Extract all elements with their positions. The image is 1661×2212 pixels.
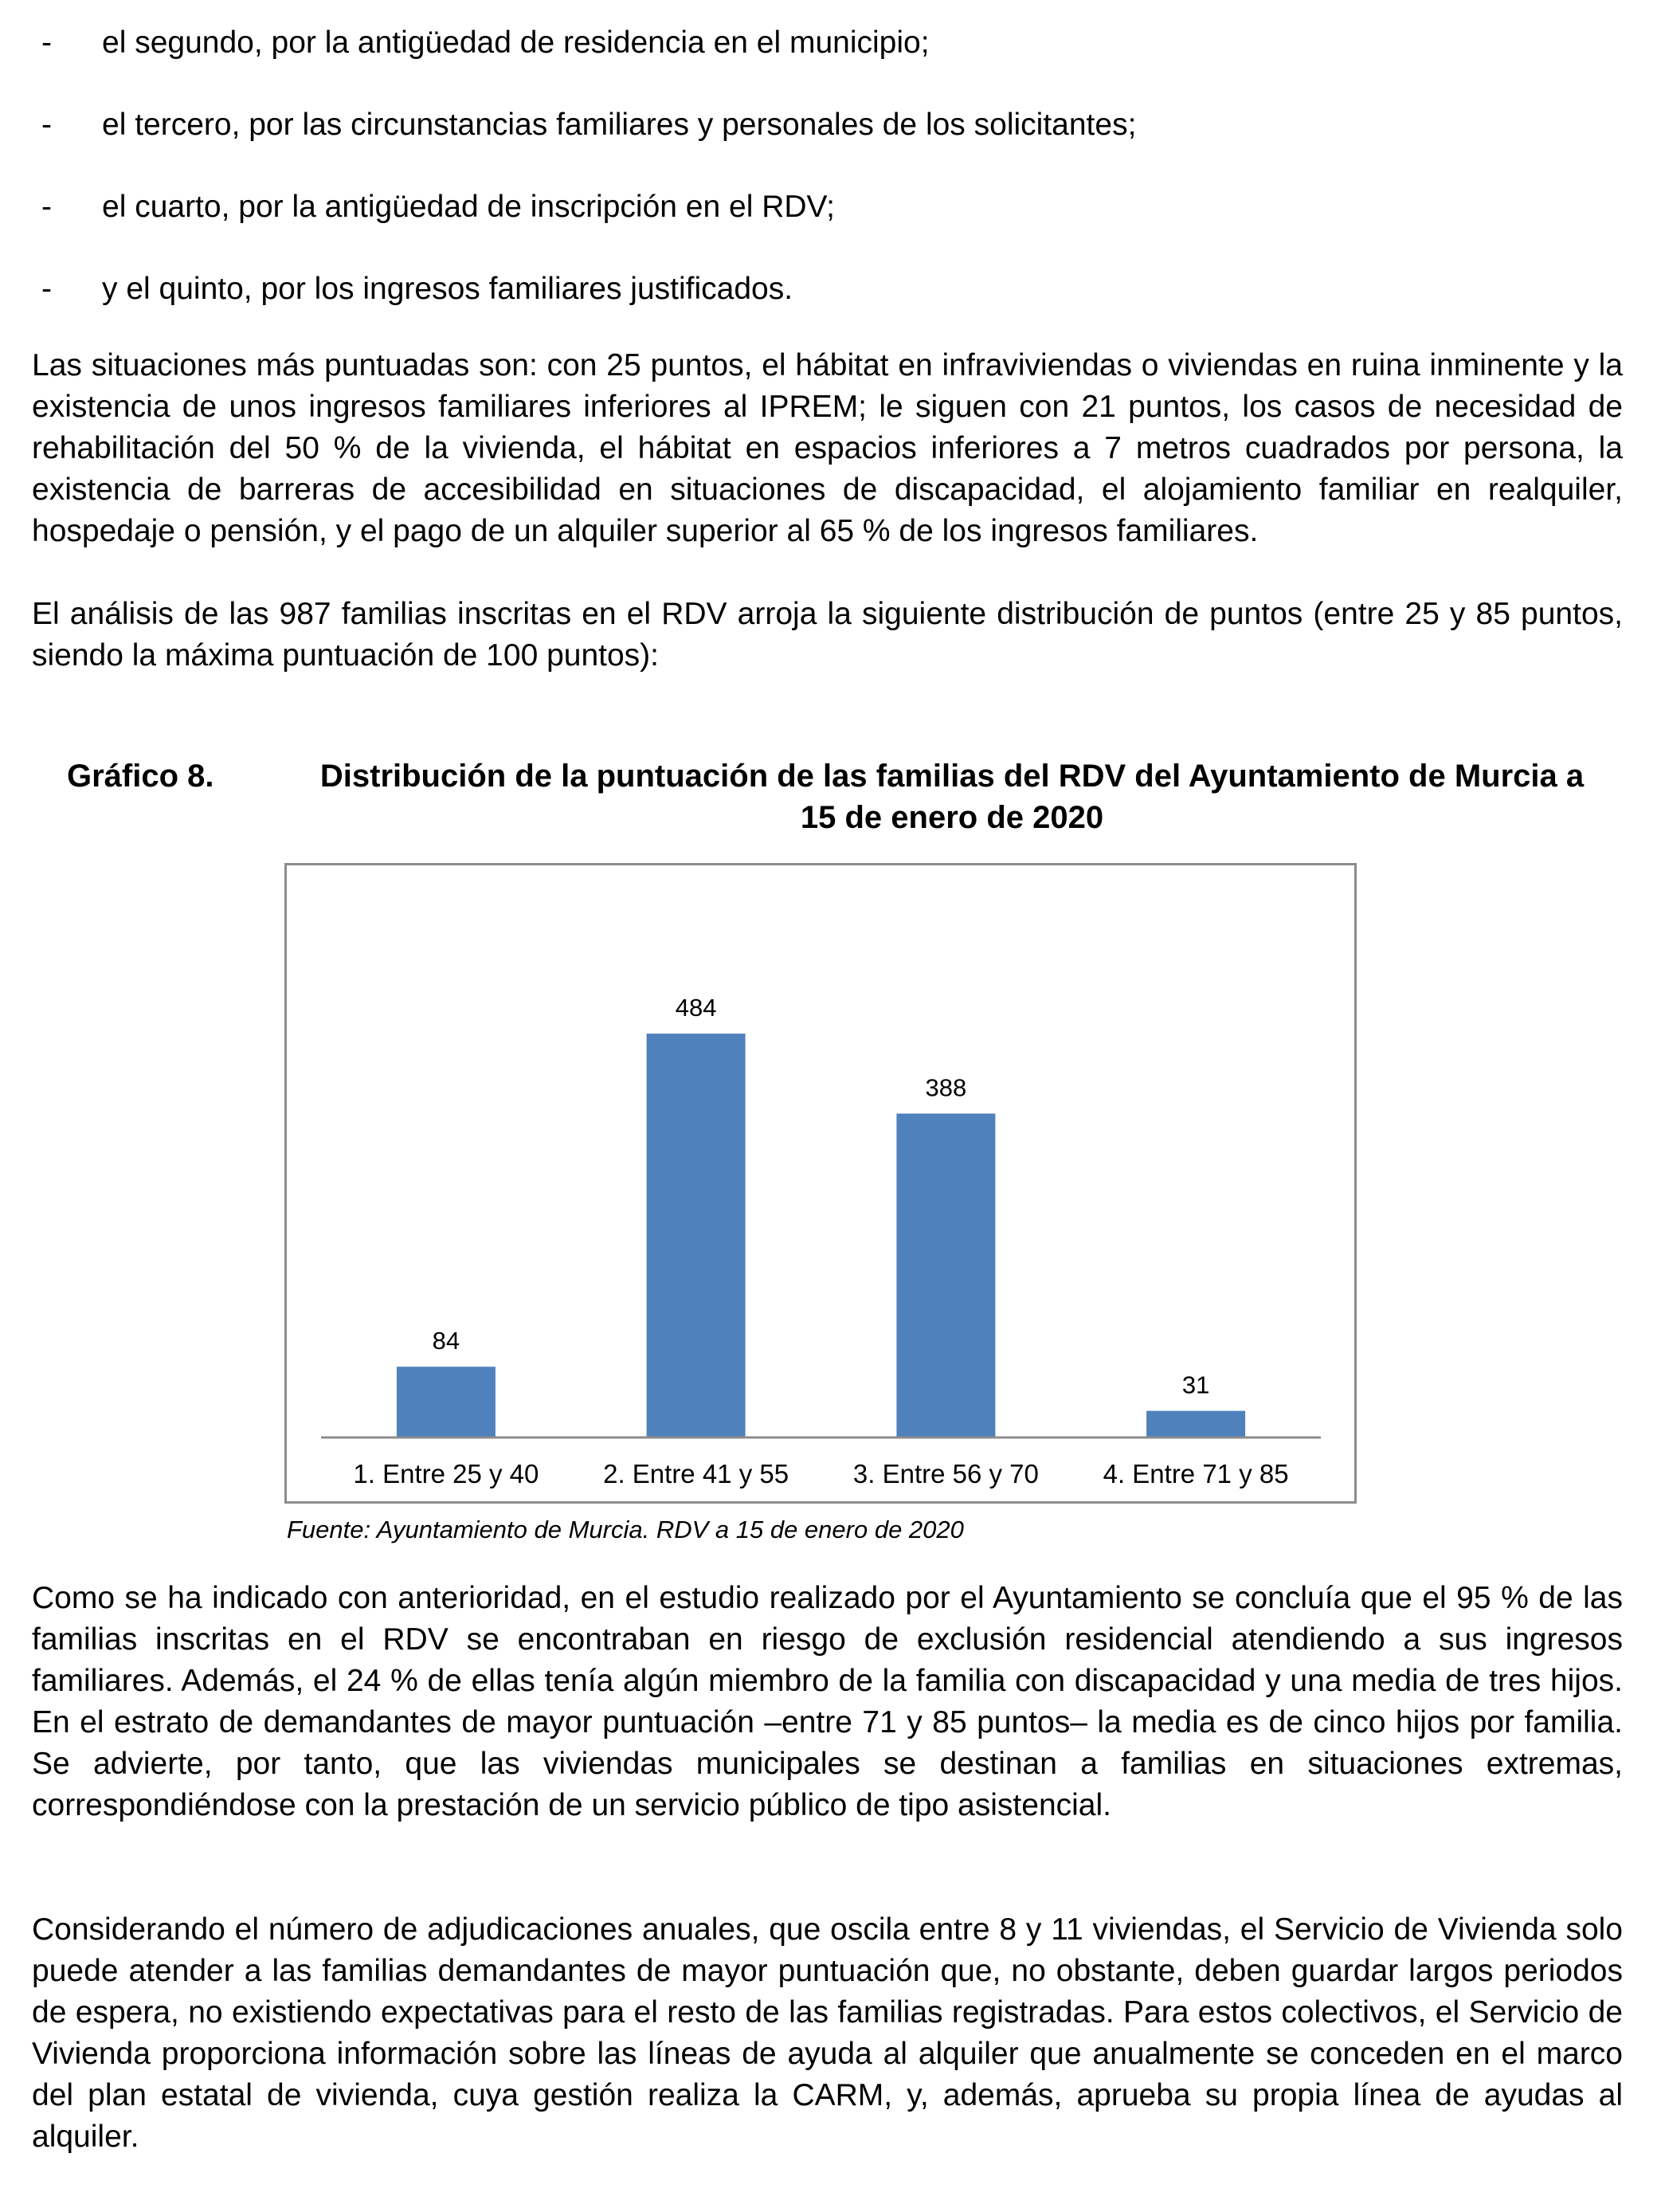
list-item	[32, 188, 1623, 226]
bar-2	[647, 1033, 746, 1437]
paragraph-scoring-situations: Las situaciones más puntuadas son: con 25 puntos, el hábitat en infraviviendas o viviendas en ruina inminente y la existencia de unos ingresos familiares inferiores al IPREM; le siguen con 21 puntos, los casos de necesidad de rehabilitación del 50 % de la vivienda, el hábitat en espacios inferiores a 7 metros cuadrados por persona, la existencia de barreras de accesibilidad en situaciones de discapacidad, el alojamiento familiar en realquiler, hospedaje o pensión, y el pago de un alquiler superior al 65 % de los ingresos familiares.	[32, 348, 1623, 548]
bar-4	[1146, 1411, 1245, 1437]
list-item	[32, 106, 1623, 144]
category-label-2: 2. Entre 41 y 55	[603, 1459, 789, 1488]
category-label-3: 3. Entre 56 y 70	[852, 1459, 1039, 1488]
list-item-text: el tercero, por las circunstancias familiares y personales de los solicitantes;	[102, 108, 1137, 142]
data-label-2: 484	[675, 994, 717, 1022]
figure-source: Fuente: Ayuntamiento de Murcia. RDV a 15 de enero de 2020	[287, 1516, 964, 1543]
figure-number: Gráfico 8.	[67, 759, 214, 794]
list-item-text: el cuarto, por la antigüedad de inscripción en el RDV;	[102, 190, 835, 224]
bar-chart	[284, 863, 1357, 1504]
bar-3	[896, 1114, 995, 1437]
chart-canvas	[287, 865, 1354, 1501]
figure-title: Distribución de la puntuación de las familias del RDV del Ayuntamiento de Murcia a 15 de enero de 2020	[319, 759, 1585, 835]
list-item	[32, 24, 1623, 62]
list-dash: -	[41, 25, 52, 60]
category-label-1: 1. Entre 25 y 40	[353, 1459, 539, 1488]
data-label-1: 84	[432, 1327, 460, 1355]
list-dash: -	[41, 190, 52, 224]
criteria-list	[32, 24, 1623, 308]
list-item-text: el segundo, por la antigüedad de residencia en el municipio;	[102, 25, 930, 60]
list-dash: -	[41, 108, 52, 142]
paragraph-conclusions: Como se ha indicado con anterioridad, en el estudio realizado por el Ayuntamiento se concluía que el 95 % de las familias inscritas en el RDV se encontraban en riesgo de exclusión residencial atendiendo a sus ingresos familiares. Además, el 24 % de ellas tenía algún miembro de la familia con discapacidad y una media de tres hijos. En el estrato de demandantes de mayor puntuación –entre 71 y 85 puntos– la media es de cinco hijos por familia. Se advierte, por tanto, que las viviendas municipales se destinan a familias en situaciones extremas, correspondiéndose con la prestación de un servicio público de tipo asistencial.	[32, 1581, 1623, 1822]
data-label-4: 31	[1181, 1371, 1210, 1399]
list-dash: -	[41, 272, 52, 306]
document-page	[32, 24, 1623, 2154]
data-label-3: 388	[925, 1073, 967, 1102]
category-label-4: 4. Entre 71 y 85	[1103, 1459, 1289, 1488]
list-item-text: y el quinto, por los ingresos familiares justificados.	[102, 272, 793, 306]
paragraph-adjudications: Considerando el número de adjudicaciones anuales, que oscila entre 8 y 11 viviendas, el Servicio de Vivienda solo puede atender a las familias demandantes de mayor puntuación que, no obstante, deben guardar largos periodos de espera, no existiendo expectativas para el resto de las familias registradas. Para estos colectivos, el Servicio de Vivienda proporciona información sobre las líneas de ayuda al alquiler que anualmente se conceden en el marco del plan estatal de vivienda, cuya gestión realiza la CARM, y, además, aprueba su propia línea de ayudas al alquiler.	[32, 1912, 1623, 2154]
paragraph-distribution-intro: El análisis de las 987 familias inscritas en el RDV arroja la siguiente distribución de puntos (entre 25 y 85 puntos, siendo la máxima puntuación de 100 puntos):	[32, 597, 1623, 673]
bar-1	[397, 1367, 496, 1437]
list-item	[32, 270, 1623, 308]
